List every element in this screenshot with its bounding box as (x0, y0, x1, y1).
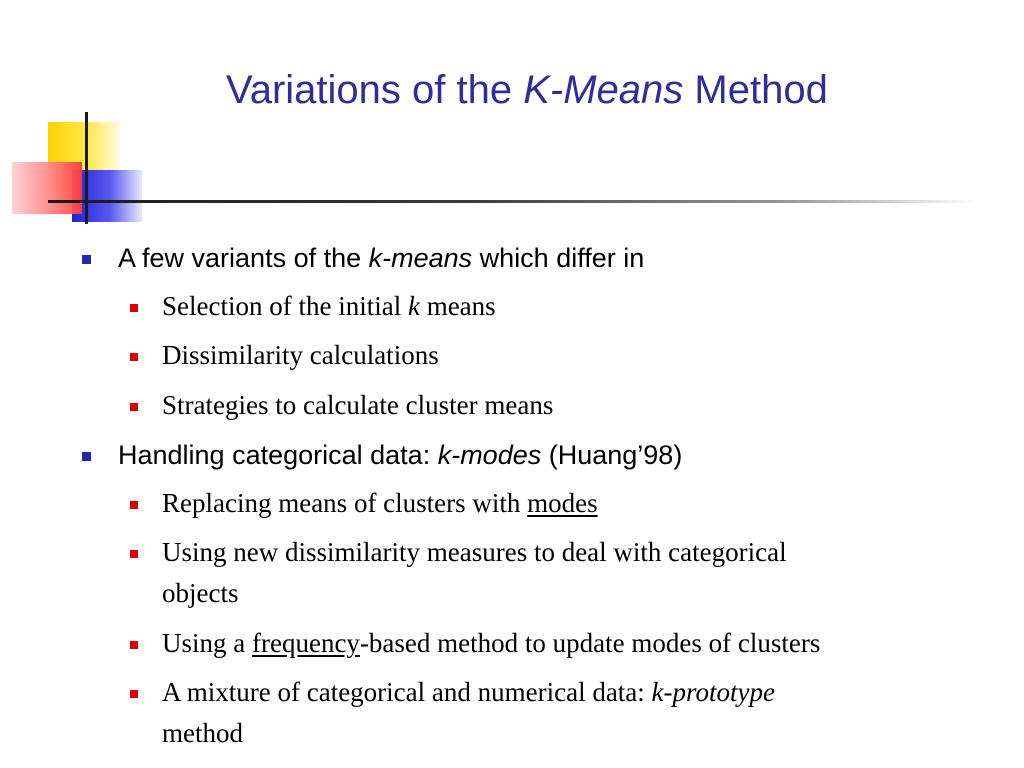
bullet-text-italic: k-means (368, 243, 473, 273)
sub-bullet-text-italic: k (407, 291, 420, 321)
sub-bullet-square-icon (130, 550, 138, 558)
title-text-pre: Variations of the (226, 68, 524, 112)
sub-bullet-square-icon (130, 304, 138, 312)
sub-bullet-item (162, 486, 598, 520)
sub-bullet-text-post: means (419, 291, 496, 321)
sub-bullet-item: Dissimilarity calculations (162, 340, 439, 370)
bullet-text-post: (Huang’98) (541, 440, 683, 470)
sub-bullet-item (162, 289, 496, 323)
sub-bullet-text-pre: A mixture of categorical and numerical data: (162, 677, 652, 707)
sub-bullet-item (162, 675, 775, 709)
sub-bullet-square-icon (130, 690, 138, 698)
bullet-text-pre: Handling categorical data: (118, 440, 438, 470)
sub-bullet-text-pre: Selection of the initial (162, 291, 408, 321)
sub-bullet-item-continuation: method (162, 718, 243, 748)
bullet-item (118, 438, 682, 472)
bullet-text-post: which differ in (472, 243, 645, 273)
sub-bullet-item (162, 626, 820, 660)
sub-bullet-text-post: -based method to update modes of clusters (359, 628, 821, 658)
sub-bullet-item: Strategies to calculate cluster means (162, 390, 554, 420)
sub-bullet-text-pre: Using a (162, 628, 252, 658)
bullet-square-icon (82, 452, 91, 461)
sub-bullet-square-icon (130, 403, 138, 411)
sub-bullet-text-italic: k-prototype (651, 677, 775, 707)
title-text-italic: K-Means (523, 68, 684, 112)
bullet-item (118, 241, 644, 275)
bullet-text-italic: k-modes (437, 440, 542, 470)
sub-bullet-item-continuation: objects (162, 578, 239, 608)
sub-bullet-text-underlined: modes (527, 488, 598, 518)
sub-bullet-square-icon (130, 641, 138, 649)
bullet-text-pre: A few variants of the (118, 243, 369, 273)
sub-bullet-square-icon (130, 353, 138, 361)
bullet-square-icon (82, 255, 91, 264)
sub-bullet-square-icon (130, 501, 138, 509)
title-text-post: Method (683, 68, 828, 112)
sub-bullet-text-pre: Replacing means of clusters with (162, 488, 528, 518)
sub-bullet-text-underlined: frequency (252, 628, 360, 658)
sub-bullet-item: Using new dissimilarity measures to deal with categorical (162, 537, 787, 567)
